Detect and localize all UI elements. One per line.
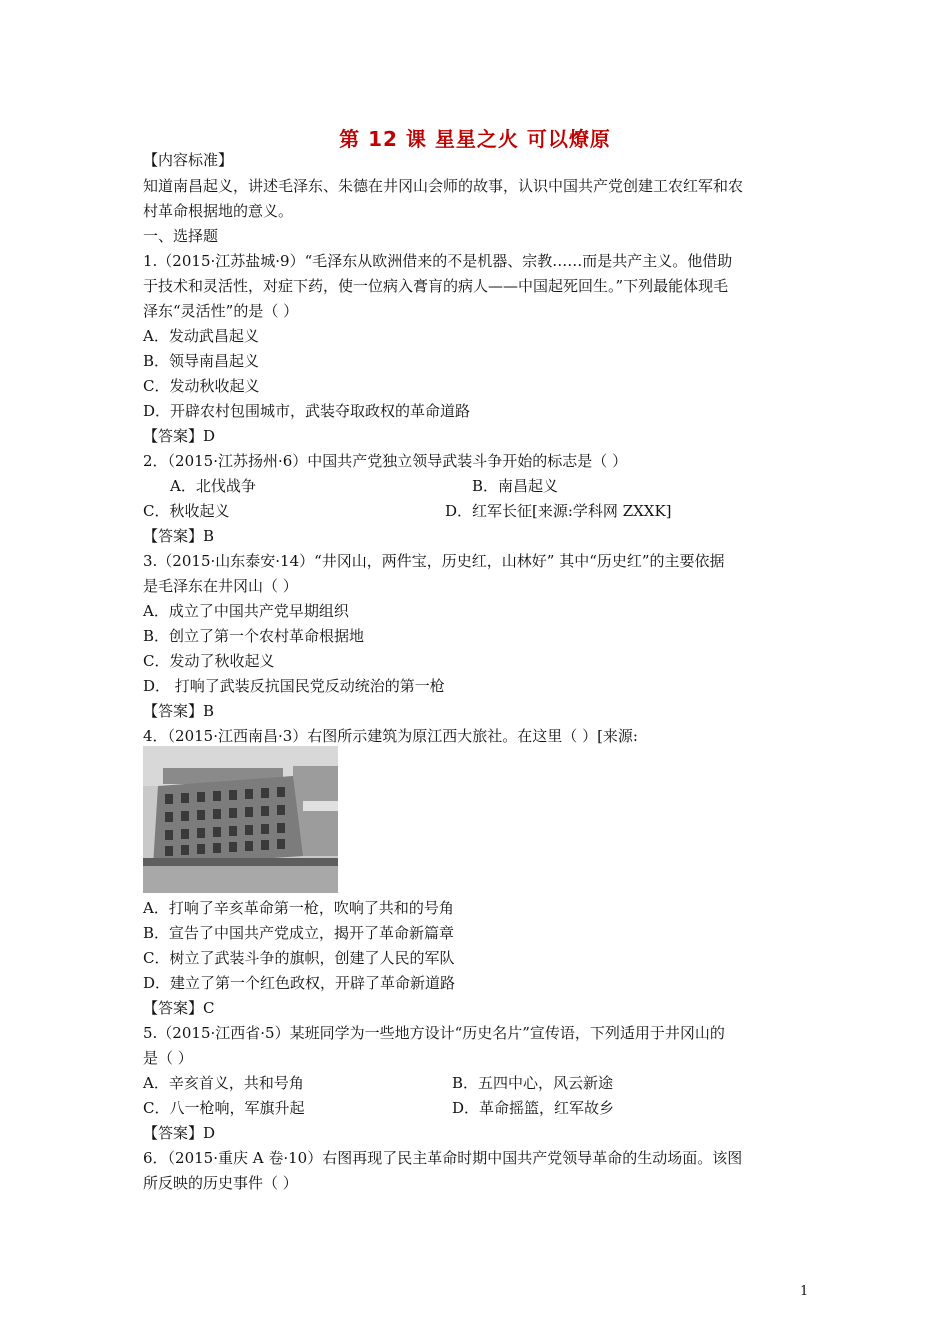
q1-option-a: A．发动武昌起义 [143, 327, 259, 345]
q3-stem-line-2: 是毛泽东在井冈山（ ） [143, 577, 298, 595]
q3-option-b: B．创立了第一个农村革命根据地 [143, 627, 365, 645]
q4-option-c: C．树立了武装斗争的旗帜，创建了人民的军队 [143, 949, 455, 967]
q2-option-d: D．红军长征[来源:学科网 ZXXK] [445, 502, 672, 520]
q1-stem-line-3: 泽东“灵活性”的是（ ） [143, 302, 299, 320]
q5-option-b: B．五四中心，风云新途 [452, 1074, 614, 1092]
q2-option-c: C．秋收起义 [143, 502, 230, 520]
q3-stem-line-1: 3.（2015·山东泰安·14）“井冈山，两件宝，历史红，山林好” 其中“历史红”的主要依据 [143, 552, 725, 570]
q5-stem-line-1: 5.（2015·江西省·5）某班同学为一些地方设计“历史名片”宣传语，下列适用于井冈山的 [143, 1024, 725, 1042]
q1-option-b: B．领导南昌起义 [143, 352, 260, 370]
q1-stem-line-1: 1.（2015·江苏盐城·9）“毛泽东从欧洲借来的不是机器、宗教……而是共产主义。他借助 [143, 252, 733, 270]
q3-answer: 【答案】B [143, 702, 215, 720]
standard-text-line-1: 知道南昌起义，讲述毛泽东、朱德在井冈山会师的故事，认识中国共产党创建工农红军和农 [143, 177, 744, 195]
q3-option-a: A．成立了中国共产党早期组织 [143, 602, 349, 620]
q3-option-d: D． 打响了武装反抗国民党反动统治的第一枪 [143, 677, 445, 695]
q5-option-a: A．辛亥首义，共和号角 [143, 1074, 304, 1092]
q6-stem-line-2: 所反映的历史事件（ ） [143, 1174, 298, 1192]
q2-stem: 2．（2015·江苏扬州·6）中国共产党独立领导武装斗争开始的标志是（ ） [143, 452, 628, 470]
q4-stem: 4．（2015·江西南昌·3）右图所示建筑为原江西大旅社。在这里（ ）[来源: [143, 727, 638, 745]
jiangxi-hotel-photo [143, 746, 338, 893]
q3-option-c: C．发动了秋收起义 [143, 652, 275, 670]
q6-stem-line-1: 6．（2015·重庆 A 卷·10）右图再现了民主革命时期中国共产党领导革命的生动场面。该图 [143, 1149, 743, 1167]
q5-answer: 【答案】D [143, 1124, 216, 1142]
page-number: 1 [800, 1284, 809, 1299]
q2-answer: 【答案】B [143, 527, 215, 545]
q4-answer: 【答案】C [143, 999, 215, 1017]
q5-option-d: D．革命摇篮，红军故乡 [452, 1099, 615, 1117]
q1-stem-line-2: 于技术和灵活性，对症下药，使一位病入膏肓的病人——中国起死回生。”下列最能体现毛 [143, 277, 729, 295]
section-header: 一、选择题 [143, 227, 219, 245]
lesson-title: 第 12 课 星星之火 可以燎原 [339, 127, 611, 151]
q2-option-a: A．北伐战争 [170, 477, 256, 495]
q1-option-d: D．开辟农村包围城市，武装夺取政权的革命道路 [143, 402, 471, 420]
q4-option-d: D．建立了第一个红色政权，开辟了革命新道路 [143, 974, 456, 992]
q1-option-c: C．发动秋收起义 [143, 377, 260, 395]
standard-header: 【内容标准】 [143, 151, 234, 169]
q1-answer: 【答案】D [143, 427, 216, 445]
q4-option-a: A．打响了辛亥革命第一枪，吹响了共和的号角 [143, 899, 454, 917]
standard-text-line-2: 村革命根据地的意义。 [143, 202, 294, 220]
q4-option-b: B．宣告了中国共产党成立，揭开了革命新篇章 [143, 924, 455, 942]
q2-option-b: B．南昌起义 [472, 477, 559, 495]
q5-option-c: C．八一枪响，军旗升起 [143, 1099, 305, 1117]
q5-stem-line-2: 是（ ） [143, 1049, 193, 1067]
